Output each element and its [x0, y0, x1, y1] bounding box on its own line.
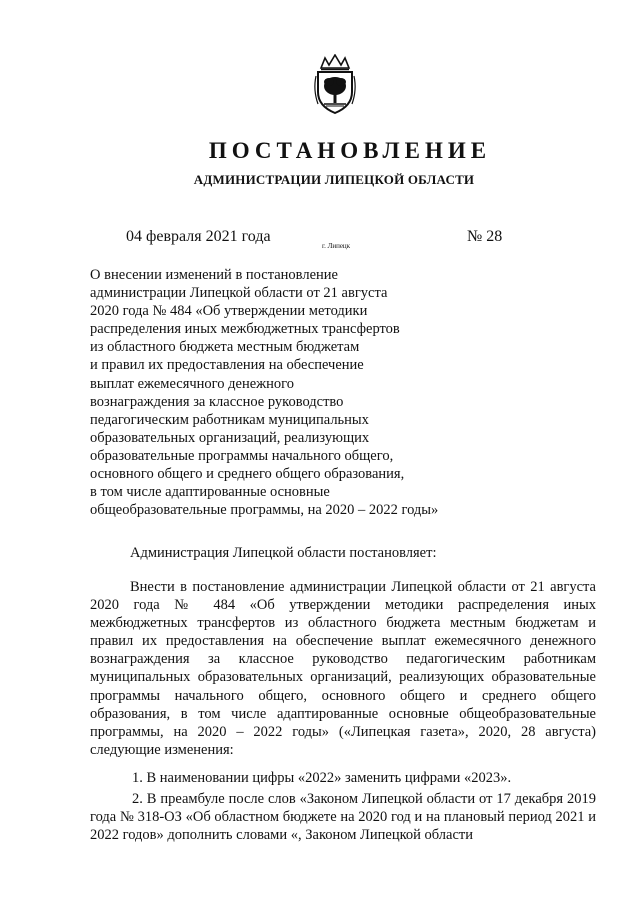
- document-city: г. Липецк: [322, 242, 351, 250]
- subject-line: педагогическим работникам муниципальных: [90, 411, 369, 428]
- subject-line: общеобразовательные программы, на 2020 – 2022 годы»: [90, 502, 439, 519]
- subject-line: в том числе адаптированные основные: [90, 484, 330, 501]
- body-paragraph: Внести в постановление администрации Липецкой области от 21 августа 2020 года № 484 «Об утверждении методики распределения иных межбюджетных трансфертов из областного бюджета местным бюджетам и правил их предоставления на обеспечение выплат ежемесячного денежного вознаграждения за классное руководство педагогическим работникам муниципальных образовательных организаций, реализующих образовательные программы начального общего, основного общего и среднего общего образования, в том числе адаптированные основные общеобразовательные программы, на 2020 – 2022 годы» («Липецкая газета», 2020, 28 августа) следующие изменения:: [90, 579, 596, 758]
- subject-line: выплат ежемесячного денежного: [90, 375, 295, 392]
- document-subject: [90, 266, 490, 519]
- list-item: 2. В преамбуле после слов «Законом Липецкой области от 17 декабря 2019 года № 318-ОЗ «Об областном бюджете на 2020 год и на плановый период 2021 и 2022 годов» дополнить словами «, Законом Липецкой области: [90, 791, 596, 844]
- subject-line: образовательных организаций, реализующих: [90, 429, 370, 446]
- subject-line: основного общего и среднего общего образования,: [90, 466, 405, 483]
- document-date: 04 февраля 2021 года: [126, 228, 271, 245]
- subject-line: распределения иных межбюджетных трансфертов: [90, 321, 400, 338]
- subject-line: и правил их предоставления на обеспечение: [90, 357, 364, 374]
- document-number: № 28: [467, 228, 503, 245]
- document-issuer: АДМИНИСТРАЦИИ ЛИПЕЦКОЙ ОБЛАСТИ: [193, 172, 475, 187]
- coat-of-arms-icon: [312, 54, 358, 116]
- preamble-text: Администрация Липецкой области постановляет:: [130, 545, 437, 561]
- subject-line: вознаграждения за классное руководство: [90, 393, 344, 410]
- subject-line: администрации Липецкой области от 21 августа: [90, 285, 388, 302]
- subject-line: 2020 года № 484 «Об утверждении методики: [90, 303, 368, 320]
- subject-line: образовательные программы начального общего,: [90, 447, 394, 464]
- subject-line: из областного бюджета местным бюджетам: [90, 339, 360, 356]
- list-item: 1. В наименовании цифры «2022» заменить цифрами «2023».: [132, 770, 512, 786]
- subject-line: О внесении изменений в постановление: [90, 267, 338, 283]
- document-title: ПОСТАНОВЛЕНИЕ: [208, 138, 492, 163]
